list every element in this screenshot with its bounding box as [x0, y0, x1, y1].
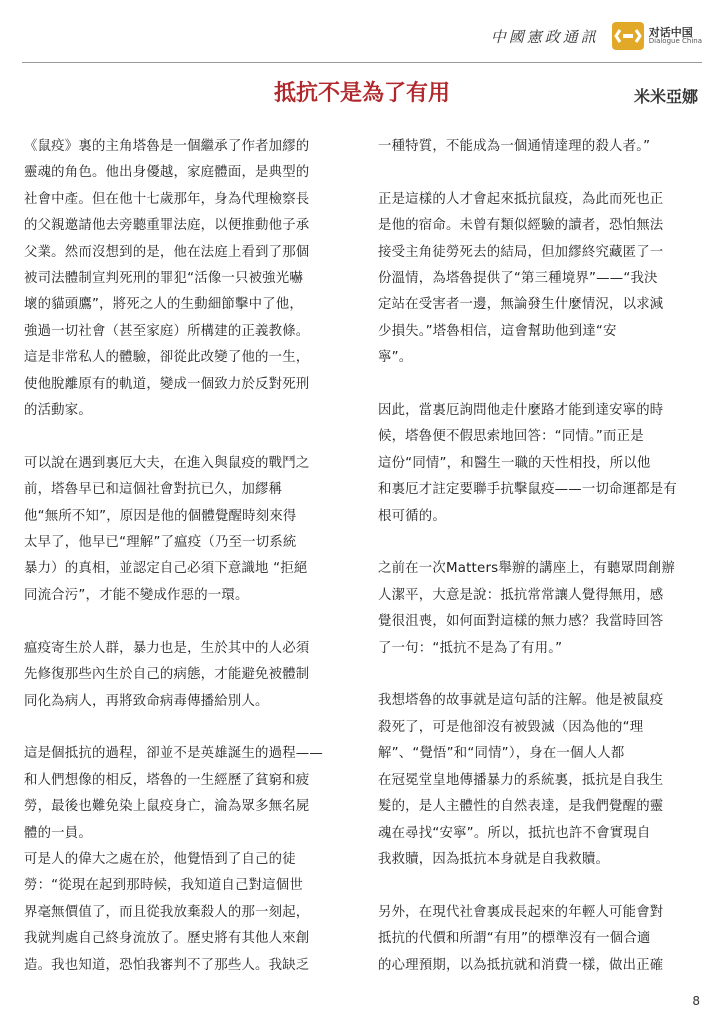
body-paragraph: 可以說在遇到裏厄大夫，在進入與鼠疫的戰鬥之 前，塔魯早已和這個社會對抗已久，加繆稱 他“無所不知”，原因是他的個體覺醒時刻來得 太早了，他早已“理解”了瘟疫（乃至一切系統 暴力）的真相，並認定自己必須下意識地 “拒絕 同流合污”，才能不變成作惡的一環。	[24, 455, 310, 603]
body-paragraph: 另外，在現代社會裏成長起來的年輕人可能會對 抵抗的代價和所謂“有用”的標準沒有一個合適 的心理預期，以為抵抗就和消費一樣，做出正確	[378, 904, 664, 973]
body-paragraph: 正是這樣的人才會起來抵抗鼠疫，為此而死也正 是他的宿命。未曾有類似經驗的讀者，恐怕無法 接受主角徒勞死去的結局，但加繆終究藏匿了一 份溫情，為塔魯提供了“第三種境界”——“我決 定站在受害者一邊，無論發生什麼情況，以求減 少損失。”塔魯相信，這會幫助他到達“安 寧”。	[378, 191, 664, 366]
body-paragraph: 《鼠疫》裏的主角塔魯是一個繼承了作者加繆的 靈魂的角色。他出身優越，家庭體面，是典型的 社會中產。但在他十七歲那年，身為代理檢察長 的父親邀請他去旁聽重罪法庭，以便推動他子承 父業。然而沒想到的是，他在法庭上看到了那個 被司法體制宣判死刑的罪犯“活像一只被強光嚇 壞的貓頭鷹”，將死之人的生動細節擊中了他， 強過一切社會（甚至家庭）所構建的正義教條。 這是非常私人的體驗，卻從此改變了他的一生， 使他脫離原有的軌道，變成一個致力於反對死刑 的活動家。	[24, 139, 310, 419]
logo-chinese-text: 对话中国	[648, 25, 693, 39]
body-paragraph: 之前在一次Matters舉辦的講座上，有聽眾問創辦 人潔平，大意是說：抵抗常常讓人覺得無用，感 覺很沮喪，如何面對這樣的無力感？我當時回答 了一句：“抵抗不是為了有用。”	[378, 561, 676, 656]
logo-english-text: Dialogue China	[648, 37, 702, 46]
header-divider	[22, 62, 702, 63]
body-paragraph: 可是人的偉大之處在於，他覺悟到了自己的徒 勞：“從現在起到那時候，我知道自己對這個世 界毫無價值了，而且從我放棄殺人的那一刻起， 我就判處自己終身流放了。歷史將有其他人來創 造。我也知道，恐怕我審判不了那些人。我缺乏	[24, 851, 310, 973]
left-text-column	[24, 134, 342, 1005]
article-author: 米米亞娜	[633, 87, 698, 106]
page-header	[22, 14, 702, 58]
body-paragraph: 因此，當裏厄詢問他走什麼路才能到達安寧的時 候，塔魯便不假思索地回答：“同情。”而正是 這份“同情”，和醫生一職的天性相投，所以他 和裏厄才註定要聯手抗擊鼠疫——一切命運都是有 根可循的。	[378, 403, 677, 524]
logo-icon	[611, 21, 645, 51]
article-title: 抵抗不是為了有用	[273, 81, 450, 106]
masthead-calligraphy: 中國憲政通訊	[490, 27, 599, 46]
body-paragraph: 一種特質，不能成為一個通情達理的殺人者。”	[378, 139, 651, 154]
body-paragraph: 這是個抵抗的過程，卻並不是英雄誕生的過程—— 和人們想像的相反，塔魯的一生經歷了貧窮和疲 勞，最後也難免染上鼠疫身亡，淪為眾多無名屍 體的一員。	[24, 746, 323, 841]
dialogue-china-logo	[611, 21, 702, 51]
right-text-column	[378, 134, 696, 1005]
page-number: 8	[692, 994, 700, 1008]
body-paragraph: 我想塔魯的故事就是這句話的注解。他是被鼠疫 殺死了，可是他卻沒有被毀滅（因為他的“理 解”、“覺悟”和“同情”），身在一個人人都 在冠冕堂皇地傳播暴力的系統裏，抵抗是自我生 髮的，是人主體性的自然表達，是我們覺醒的靈 魂在尋找“安寧”。所以，抵抗也許不會實現自 我救贖，因為抵抗本身就是自我救贖。	[378, 693, 664, 867]
body-paragraph: 瘟疫寄生於人群，暴力也是，生於其中的人必須 先修復那些內生於自己的病態，才能避免被體制 同化為病人，再將致命病毒傳播給別人。	[24, 640, 310, 709]
